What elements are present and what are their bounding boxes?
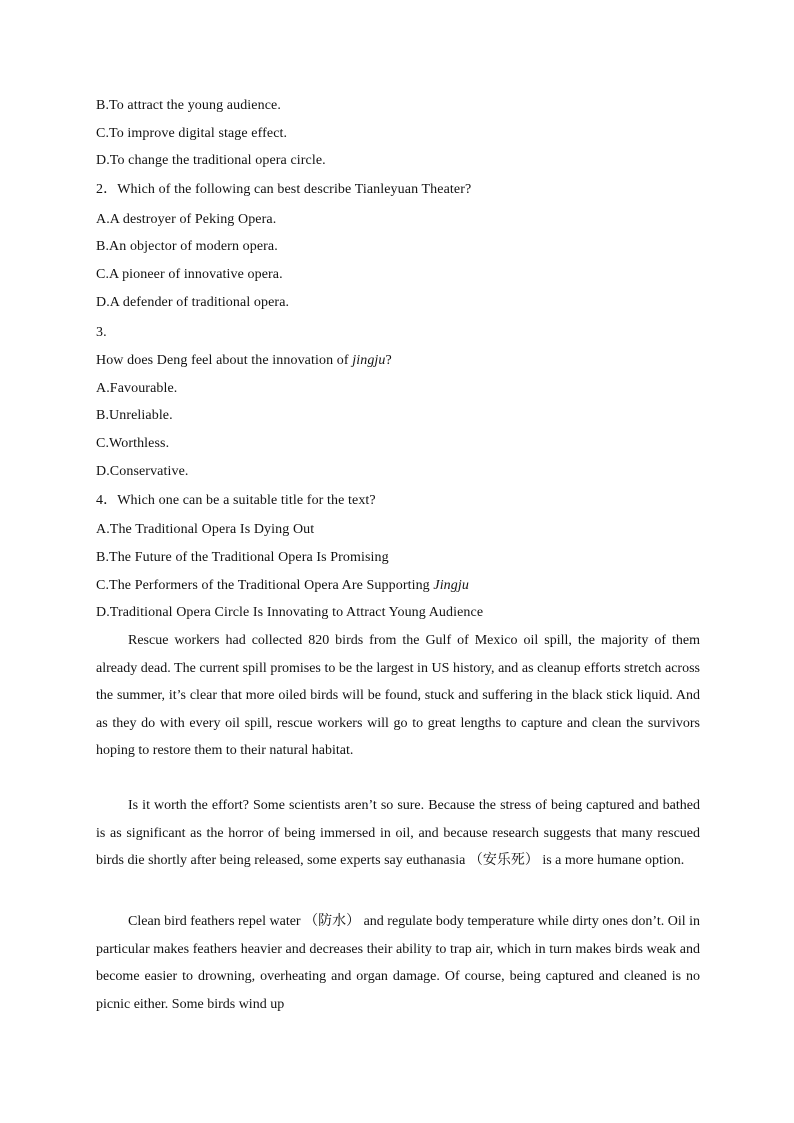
q3-option-a[interactable]: A.Favourable. [96,381,178,396]
passage-paragraph-3 [96,908,700,1018]
passage-paragraph-1-text: Rescue workers had collected 820 birds from the Gulf of Mexico oil spill, the majority of them already dead. The current spill promises to be the largest in US history, and as cleanup efforts stretch across the summer, it’s clear that more oiled birds will be found, stuck and suffering in the black stick liquid. And as they do with every oil spill, rescue workers will go to great lengths to capture and clean the survivors hoping to restore them to their natural habitat. [96,633,700,759]
q1-option-d[interactable]: D.To change the traditional opera circle. [96,153,326,168]
q3-stem-text: How does Deng feel about the innovation of [96,353,353,368]
q4-option-c-italic: Jingju [433,578,469,593]
q2-option-d[interactable]: D.A defender of traditional opera. [96,295,290,310]
q3-option-b[interactable]: B.Unreliable. [96,408,173,423]
q4-option-b[interactable]: B.The Future of the Traditional Opera Is Promising [96,550,389,565]
passage-paragraph-3-text: Clean bird feathers repel water （防水） and regulate body temperature while dirty ones don’t. Oil in particular makes feathers heavier and decreases their ability to trap air, which in turn makes birds weak and become easier to drowning, overheating and organ damage. Of course, being captured and cleaned is no picnic either. Some birds wind up [96,914,701,1012]
q2-stem: 2．Which of the following can best describe Tianleyuan Theater? [96,182,472,197]
q1-option-c[interactable]: C.To improve digital stage effect. [96,126,288,141]
q4-option-c-text: C.The Performers of the Traditional Opera Are Supporting [96,578,434,593]
q4-option-d[interactable]: D.Traditional Opera Circle Is Innovating to Attract Young Audience [96,605,484,620]
q3-option-c[interactable]: C.Worthless. [96,436,170,451]
q3-stem [96,352,700,370]
q4-stem: 4．Which one can be a suitable title for the text? [96,493,376,508]
q1-option-b[interactable]: B.To attract the young audience. [96,98,281,113]
q3-stem-italic: jingju [352,353,386,368]
q4-option-c[interactable] [96,577,700,595]
q3-number: 3. [96,325,107,340]
q4-option-a[interactable]: A.The Traditional Opera Is Dying Out [96,522,315,537]
q2-option-b[interactable]: B.An objector of modern opera. [96,239,278,254]
passage-paragraph-2-text: Is it worth the effort? Some scientists aren’t so sure. Because the stress of being captured and bathed is as significant as the horror of being immersed in oil, and because research suggests that many rescued birds die shortly after being released, some experts say euthanasia （安乐死） is a more humane option. [96,798,700,869]
q3-option-d[interactable]: D.Conservative. [96,464,189,479]
passage-paragraph-1 [96,627,700,765]
q2-option-a[interactable]: A.A destroyer of Peking Opera. [96,212,277,227]
q2-option-c[interactable]: C.A pioneer of innovative opera. [96,267,283,282]
passage-paragraph-2 [96,792,700,875]
q3-stem-end: ? [385,353,392,368]
